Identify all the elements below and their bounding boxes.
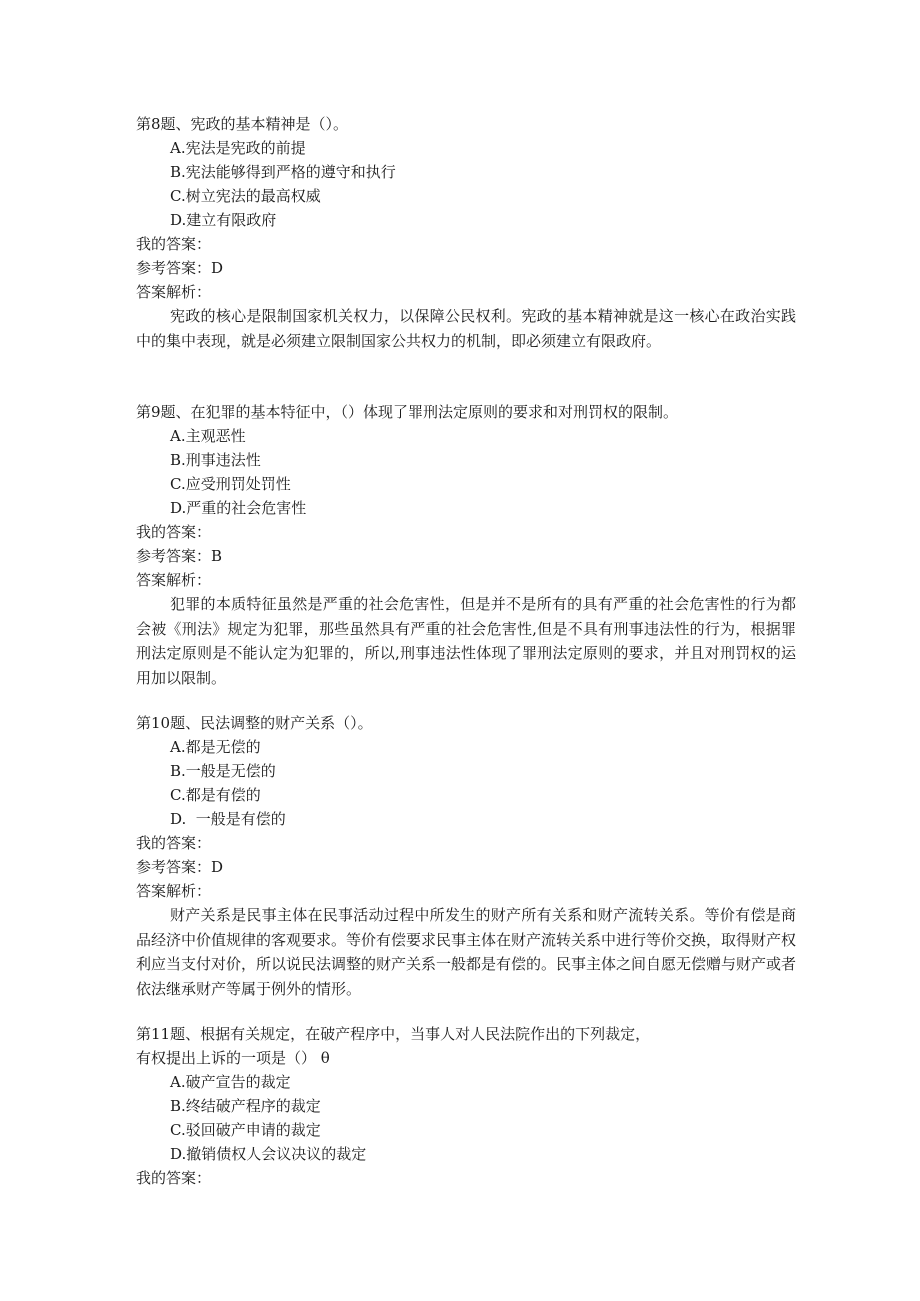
option-b: B.一般是无偿的 (170, 762, 276, 780)
reference-answer: 参考答案：B (136, 547, 223, 565)
option-a: A.主观恶性 (170, 427, 246, 445)
analysis-text: 犯罪的本质特征虽然是严重的社会危害性，但是并不是所有的具有严重的社会危害性的行为都会被《刑法》规定为犯罪，那些虽然具有严重的社会危害性,但是不具有刑事违法性的行为，根据罪刑法定原则是不能认定为犯罪的，所以,刑事违法性体现了罪刑法定原则的要求，并且对刑罚权的运用加以限制。 (136, 595, 796, 687)
analysis-label: 答案解析： (136, 882, 212, 900)
option-a: A.破产宣告的裁定 (170, 1073, 291, 1091)
analysis-text: 宪政的核心是限制国家机关权力，以保障公民权利。宪政的基本精神就是这一核心在政治实践中的集中表现，就是必须建立限制国家公共权力的机制，即必须建立有限政府。 (136, 307, 796, 350)
option-d: D.建立有限政府 (170, 211, 277, 229)
analysis-label: 答案解析： (136, 283, 212, 301)
option-b: B.宪法能够得到严格的遵守和执行 (170, 163, 396, 181)
option-d: D.撤销债权人会议决议的裁定 (170, 1145, 367, 1163)
my-answer-label: 我的答案： (136, 834, 212, 852)
reference-answer: 参考答案：D (136, 858, 224, 876)
question-11 (136, 1022, 796, 1190)
my-answer-label: 我的答案： (136, 235, 212, 253)
question-stem-line-2: 有权提出上诉的一项是（） θ (136, 1049, 330, 1067)
question-stem: 第8题、宪政的基本精神是（）。 (136, 115, 349, 133)
question-9 (136, 400, 796, 690)
analysis-label: 答案解析： (136, 571, 212, 589)
question-8 (136, 112, 796, 353)
option-d: D.严重的社会危害性 (170, 499, 307, 517)
my-answer-label: 我的答案： (136, 523, 212, 541)
question-stem: 第9题、在犯罪的基本特征中，（）体现了罪刑法定原则的要求和对刑罚权的限制。 (136, 403, 679, 421)
option-b: B.终结破产程序的裁定 (170, 1097, 321, 1115)
option-c: C.驳回破产申请的裁定 (170, 1121, 321, 1139)
option-c: C.应受刑罚处罚性 (170, 475, 291, 493)
my-answer-label: 我的答案： (136, 1169, 212, 1187)
option-a: A.宪法是宪政的前提 (170, 139, 306, 157)
question-stem-line-1: 第11题、根据有关规定，在破产程序中，当事人对人民法院作出的下列裁定， (136, 1025, 651, 1043)
option-a: A.都是无偿的 (170, 738, 261, 756)
question-10 (136, 711, 796, 1001)
reference-answer: 参考答案：D (136, 259, 224, 277)
option-b: B.刑事违法性 (170, 451, 261, 469)
option-c: C.都是有偿的 (170, 786, 261, 804)
option-c: C.树立宪法的最高权威 (170, 187, 321, 205)
option-d: D. 一般是有偿的 (170, 810, 286, 828)
analysis-text: 财产关系是民事主体在民事活动过程中所发生的财产所有关系和财产流转关系。等价有偿是商品经济中价值规律的客观要求。等价有偿要求民事主体在财产流转关系中进行等价交换，取得财产权利应当支付对价，所以说民法调整的财产关系一般都是有偿的。民事主体之间自愿无偿赠与财产或者依法继承财产等属于例外的情形。 (136, 906, 797, 998)
question-stem: 第10题、民法调整的财产关系（）。 (136, 714, 373, 732)
